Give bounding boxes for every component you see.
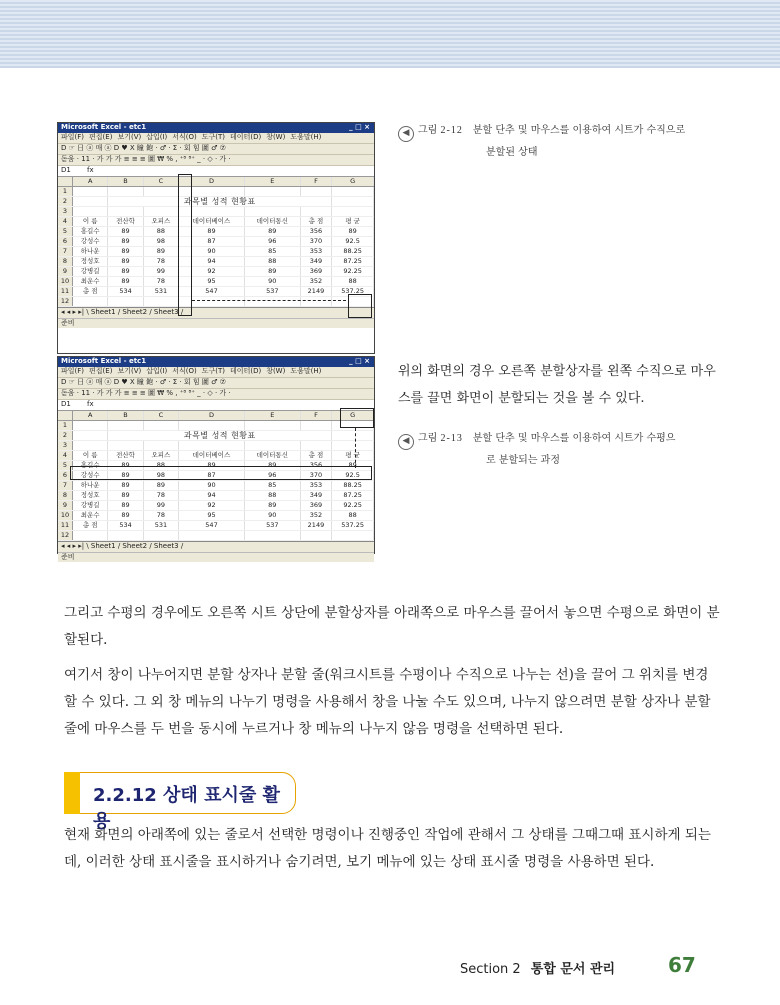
heading-accent (64, 772, 80, 814)
window-buttons: _ □ × (349, 357, 370, 365)
excel-format-toolbar: 돋움 · 11 · 가 가 가 ≡ ≡ ≡ 圖 ₩ % , ⁺⁸ ⁸⁺ _ · ◇ · 가 · (58, 389, 374, 400)
table-header: 이 름 (73, 217, 108, 227)
table-header: 데이터베이스 (179, 451, 245, 461)
column-header: G (332, 177, 374, 187)
excel-screenshot-vertical-split (57, 122, 375, 354)
sheet-grid: A B C D E F G 1 2 과목별 성적 현황표 3 4 이 름 전산학 오피스 데이터베이스 데이터통신 총 점 평 균 5 홍길수 89 88 89 89 356 89 6 강성수 89 98 87 96 370 92.5 7 하나운 89 89 90 85 353 88.25 8 정성호 89 78 94 88 349 87.25 9 강병길 89 99 92 89 369 92.25 10 최운수 89 78 95 90 352 88 11 총 점 534 531 547 537 2149 537.25 12 (58, 411, 374, 541)
menu-item: 파일(F) (61, 367, 85, 375)
table-header: 전산학 (108, 451, 143, 461)
excel-window-title: Microsoft Excel - etc1 (61, 123, 147, 131)
table-header: 오피스 (143, 451, 178, 461)
table-header: 이 름 (73, 451, 108, 461)
menu-item: 삽입(I) (146, 367, 168, 375)
vertical-split-highlight (178, 174, 192, 316)
status-bar: 준비 (58, 318, 374, 328)
menu-item: 창(W) (266, 133, 286, 141)
arrow-left-icon: ◀ (398, 126, 414, 142)
excel-title-bar (58, 357, 374, 367)
menu-item: 편집(E) (89, 133, 113, 141)
top-band (0, 0, 780, 68)
caption-text: 분할 단추 및 마우스를 이용하여 시트가 수평으 (472, 433, 676, 444)
drag-path-dashed (355, 428, 356, 468)
table-header: 데이터통신 (244, 451, 300, 461)
table-header: 총 점 (300, 217, 332, 227)
column-header: C (143, 177, 178, 187)
excel-title-bar (58, 123, 374, 133)
paragraph-2: 여기서 창이 나누어지면 분할 상자나 분할 줄(워크시트를 수평이나 수직으로 나누는 선)을 끌어 그 위치를 변경할 수 있다. 그 외 창 메뉴의 나누기 명령을 사용해서 창을 나눌 수도 있으며, 나누지 않으려면 분할 상자나 분할 줄에 마우스를 두 번을 동시에 누르거나 창 메뉴의 나누지 않음 명령을 선택하면 된다. (64, 667, 711, 737)
menu-item: 도움말(H) (290, 367, 322, 375)
horizontal-split-highlight (70, 466, 372, 480)
drag-path-dashed (192, 300, 346, 301)
table-header: 데이터통신 (244, 217, 300, 227)
excel-menu-bar (58, 133, 374, 144)
menu-item: 데이터(D) (230, 133, 262, 141)
menu-item: 보기(V) (117, 133, 142, 141)
formula-bar (58, 166, 374, 177)
status-bar: 준비 (58, 552, 374, 562)
caption-figure-2-13 (398, 428, 728, 472)
menu-item: 서식(O) (172, 133, 197, 141)
column-header: F (300, 411, 332, 421)
column-header: B (108, 177, 143, 187)
caption-label: 그림 (418, 125, 438, 136)
column-header: E (244, 177, 300, 187)
menu-item: 도구(T) (201, 133, 226, 141)
menu-item: 서식(O) (172, 367, 197, 375)
heading-text: 2.2.12 상태 표시줄 활용 (93, 785, 280, 832)
caption-text-line2: 분할된 상태 (486, 147, 538, 158)
sheet-tabs: ◂ ◂ ▸ ▸| \ Sheet1 / Sheet2 / Sheet3 / (58, 307, 374, 318)
excel-screenshot-horizontal-split (57, 356, 375, 561)
table-header: 전산학 (108, 217, 143, 227)
column-header: B (108, 411, 143, 421)
fx-icon: fx (87, 400, 94, 408)
fx-icon: fx (87, 166, 94, 174)
caption-text-line2: 로 분할되는 과정 (486, 455, 560, 466)
menu-item: 도움말(H) (290, 133, 322, 141)
sheet-tabs: ◂ ◂ ▸ ▸| \ Sheet1 / Sheet2 / Sheet3 / (58, 541, 374, 552)
column-header: C (143, 411, 178, 421)
arrow-left-icon: ◀ (398, 434, 414, 450)
name-box: D1 (61, 166, 71, 174)
menu-item: 파일(F) (61, 133, 85, 141)
window-buttons: _ □ × (349, 123, 370, 131)
excel-standard-toolbar: D ☞ 日 ⓐ 매 ⓐ D ♥ X 瞳 飽 · ♂ · Σ · 회 힘 圖 ♂ ⑦ (58, 378, 374, 389)
sheet-grid: A B C D E F G 1 2 과목별 성적 현황표 3 4 이 름 전산학 오피스 데이터베이스 데이터통신 총 점 평 균 5 홍길수 89 88 89 89 356 89 6 강성수 89 98 87 96 370 92.5 7 하나운 89 89 90 85 353 88.25 8 정성호 89 78 94 88 349 87.25 9 강병길 89 99 92 89 369 92.25 10 최운수 89 78 95 90 352 88 11 총 점 534 531 547 537 2149 537.25 12 (58, 177, 374, 307)
menu-item: 보기(V) (117, 367, 142, 375)
column-header: G (332, 411, 374, 421)
menu-item: 편집(E) (89, 367, 113, 375)
table-header: 데이터베이스 (179, 217, 245, 227)
page-number: 67 (668, 953, 696, 977)
column-header: D (179, 411, 245, 421)
sheet-title: 과목별 성적 현황표 (108, 431, 332, 441)
caption-label: 그림 (418, 433, 438, 444)
menu-item: 창(W) (266, 367, 286, 375)
footer-title: 통합 문서 관리 (530, 962, 616, 977)
excel-window-title: Microsoft Excel - etc1 (61, 357, 147, 365)
sheet-title: 과목별 성적 현황표 (108, 197, 332, 207)
formula-bar (58, 400, 374, 411)
menu-item: 삽입(I) (146, 133, 168, 141)
section-heading (64, 772, 296, 832)
split-box-highlight (348, 294, 372, 318)
name-box: D1 (61, 400, 71, 408)
excel-format-toolbar: 돋움 · 11 · 가 가 가 ≡ ≡ ≡ 圖 ₩ % , ⁺⁸ ⁸⁺ _ · ◇ · 가 · (58, 155, 374, 166)
table-header: 총 점 (300, 451, 332, 461)
column-header: A (73, 411, 108, 421)
paragraph-1: 그리고 수평의 경우에도 오른쪽 시트 상단에 분할상자를 아래쪽으로 마우스를 끌어서 놓으면 수평으로 화면이 분할된다. (64, 605, 720, 648)
paragraph-3: 현재 화면의 아래쪽에 있는 줄로서 선택한 명령이나 진행중인 작업에 관해서 그 상태를 그때그때 표시하게 되는데, 이러한 상태 표시줄을 표시하거나 숨기려면, 보기 메뉴에 있는 상태 표시줄 명령을 사용하면 된다. (64, 827, 711, 870)
column-header: F (300, 177, 332, 187)
side-paragraph: 위의 화면의 경우 오른쪽 분할상자를 왼쪽 수직으로 마우스를 끌면 화면이 분할되는 것을 볼 수 있다. (398, 364, 716, 406)
table-header: 평 균 (332, 217, 374, 227)
caption-number: 2-13 (440, 433, 463, 444)
column-header: E (244, 411, 300, 421)
page-footer (460, 958, 615, 977)
footer-section: Section 2 (460, 962, 521, 977)
split-box-highlight (340, 408, 374, 428)
menu-item: 도구(T) (201, 367, 226, 375)
caption-text: 분할 단추 및 마우스를 이용하여 시트가 수직으로 (472, 125, 686, 136)
table-header: 오피스 (143, 217, 178, 227)
caption-figure-2-12 (398, 120, 728, 164)
menu-item: 데이터(D) (230, 367, 262, 375)
excel-standard-toolbar: D ☞ 日 ⓐ 매 ⓐ D ♥ X 瞳 飽 · ♂ · Σ · 회 힘 圖 ♂ ⑦ (58, 144, 374, 155)
excel-menu-bar (58, 367, 374, 378)
column-header: D (179, 177, 245, 187)
caption-number: 2-12 (440, 125, 463, 136)
column-header: A (73, 177, 108, 187)
table-header: 평 균 (332, 451, 374, 461)
